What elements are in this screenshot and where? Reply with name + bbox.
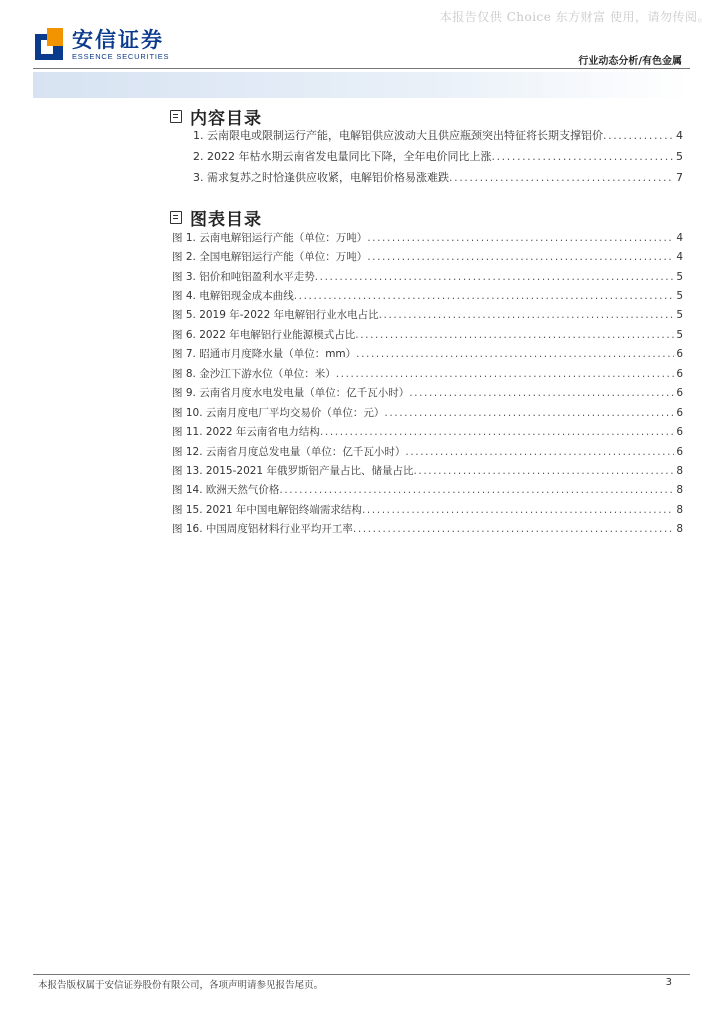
toc-leader [449,170,674,186]
figure-entry-page: 4 [676,232,683,244]
report-category: 行业动态分析/有色金属 [578,56,682,67]
toc-leader [491,149,674,165]
toc-leader [356,347,674,362]
header-band [33,72,690,98]
figure-entry-text: 图 10. 云南月度电厂平均交易价（单位：元） [172,407,385,419]
figure-entry[interactable] [172,445,683,460]
toc-leader [384,406,674,421]
figure-entry-page: 6 [676,426,683,438]
footer-disclaimer: 本报告版权属于安信证券股份有限公司，各项声明请参见报告尾页。 [38,980,324,991]
figure-entry-page: 5 [676,309,683,321]
figure-entry-page: 5 [676,271,683,283]
figure-entry-page: 8 [676,523,683,535]
toc-leader [367,231,674,246]
toc-leader [355,328,674,343]
figure-entry-text: 图 1. 云南电解铝运行产能（单位：万吨） [172,232,368,244]
header-divider [33,68,690,69]
figure-entry-text: 图 4. 电解铝现金成本曲线 [172,290,294,302]
figure-entry-text: 图 7. 昭通市月度降水量（单位：mm） [172,348,357,360]
toc-entry-page: 5 [676,150,683,163]
document-list-icon [170,110,182,123]
figure-entry-page: 6 [676,348,683,360]
toc-leader [405,445,674,460]
toc-leader [279,483,674,498]
logo-name-cn: 安信证券 [72,28,164,52]
figure-entry[interactable] [172,250,683,265]
contents-heading [170,104,262,129]
figure-entry-text: 图 15. 2021 年中国电解铝终端需求结构 [172,504,362,516]
figure-entry[interactable] [172,503,683,518]
logo-name-en: ESSENCE SECURITIES [72,52,170,61]
figure-entry[interactable] [172,367,683,382]
toc-leader [353,522,674,537]
figure-entry-text: 图 16. 中国周度铝材料行业平均开工率 [172,523,353,535]
toc-leader [413,464,674,479]
figure-entry-text: 图 14. 欧洲天然气价格 [172,484,280,496]
figure-entry-text: 图 8. 金沙江下游水位（单位：米） [172,368,336,380]
figure-entry-text: 图 6. 2022 年电解铝行业能源模式占比 [172,329,356,341]
contents-title: 内容目录 [190,109,262,129]
toc-leader [294,289,675,304]
figure-entry[interactable] [172,386,683,401]
footer-divider [33,974,690,975]
figure-entry-page: 6 [676,407,683,419]
toc-entry-text: 1. 云南限电或限制运行产能，电解铝供应波动大且供应瓶颈突出特征将长期支撑铝价 [193,129,603,142]
document-list-icon [170,211,182,224]
figure-entry-text: 图 12. 云南省月度总发电量（单位：亿千瓦小时） [172,446,406,458]
logo-mark-icon [35,28,65,62]
figure-entry-text: 图 13. 2015-2021 年俄罗斯铝产量占比、储量占比 [172,465,414,477]
figure-entry[interactable] [172,328,683,343]
figure-entry[interactable] [172,289,683,304]
toc-leader [336,367,675,382]
toc-entry-page: 4 [676,129,683,142]
figure-entry-page: 4 [676,251,683,263]
figure-entry-page: 5 [676,329,683,341]
toc-entry[interactable] [193,149,683,165]
toc-leader [409,386,674,401]
toc-entry-text: 2. 2022 年枯水期云南省发电量同比下降，全年电价同比上涨 [193,150,492,163]
toc-entry-text: 3. 需求复苏之时恰逢供应收紧，电解铝价格易涨难跌 [193,171,449,184]
figures-heading [170,205,262,230]
figure-entry-page: 6 [676,368,683,380]
figure-entry[interactable] [172,425,683,440]
figure-entry[interactable] [172,231,683,246]
figure-entry[interactable] [172,270,683,285]
toc-leader [379,308,675,323]
page-number: 3 [665,977,672,988]
figure-entry[interactable] [172,347,683,362]
toc-leader [320,425,674,440]
figure-entry[interactable] [172,308,683,323]
toc-leader [367,250,674,265]
figure-entry-page: 6 [676,387,683,399]
figure-entry[interactable] [172,464,683,479]
figure-entry-page: 5 [676,290,683,302]
toc-entry[interactable] [193,128,683,144]
figure-entry-page: 6 [676,446,683,458]
figure-entry-text: 图 3. 铝价和吨铝盈利水平走势 [172,271,315,283]
figure-entry[interactable] [172,483,683,498]
toc-leader [362,503,674,518]
toc-entry-page: 7 [676,171,683,184]
figure-entry-text: 图 11. 2022 年云南省电力结构 [172,426,320,438]
figures-title: 图表目录 [190,210,262,230]
company-logo [35,28,169,62]
figure-entry-page: 8 [676,504,683,516]
watermark: 本报告仅供 Choice 东方财富 使用，请勿传阅。 [439,10,710,24]
toc-entry[interactable] [193,170,683,186]
figure-entry-text: 图 5. 2019 年-2022 年电解铝行业水电占比 [172,309,379,321]
toc-leader [315,270,675,285]
figure-entry-text: 图 2. 全国电解铝运行产能（单位：万吨） [172,251,368,263]
toc-leader [603,128,674,144]
figure-entry[interactable] [172,522,683,537]
figure-entry[interactable] [172,406,683,421]
figure-entry-page: 8 [676,484,683,496]
figure-entry-page: 8 [676,465,683,477]
figure-entry-text: 图 9. 云南省月度水电发电量（单位：亿千瓦小时） [172,387,410,399]
